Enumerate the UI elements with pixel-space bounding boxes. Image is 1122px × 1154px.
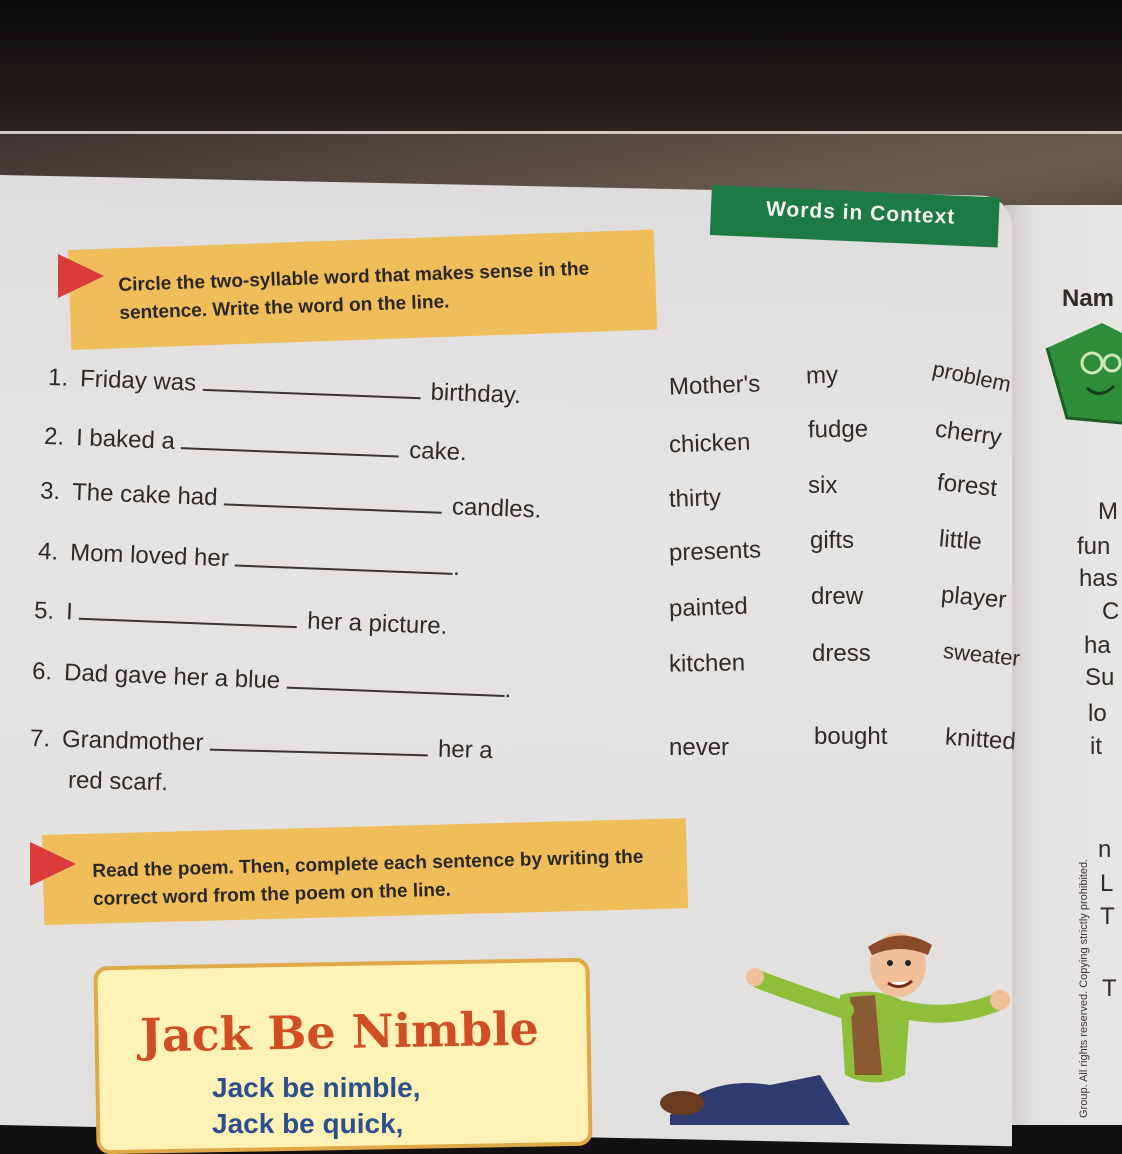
right-page-fragment: T [1102, 975, 1117, 1002]
word-choice[interactable]: forest [935, 468, 999, 503]
sentence-text: Grandmother [61, 725, 204, 757]
right-page-fragment: T [1100, 903, 1115, 930]
poem-line: Jack be quick, [212, 1108, 404, 1139]
sentence-text: Dad gave her a blue [63, 659, 281, 695]
item-number: 4. [37, 537, 59, 566]
word-choice[interactable]: six [808, 472, 838, 499]
copyright-notice: Group. All rights reserved. Copying strictly prohibited. [1078, 858, 1090, 1118]
word-choice[interactable]: bought [814, 723, 888, 750]
word-choice[interactable]: thirty [668, 484, 722, 513]
item-number: 2. [43, 422, 65, 451]
item-number: 7. [29, 724, 51, 753]
right-page-fragment: n [1098, 836, 1112, 863]
sentence-text-after: cake. [408, 436, 468, 467]
section-tab-label: Words in Context [765, 197, 956, 229]
poem-line: Jack be nimble, [212, 1072, 421, 1103]
sentence-text-after: . [452, 553, 461, 582]
word-choice[interactable]: fudge [807, 415, 869, 444]
sentence-text-after: candles. [451, 493, 542, 524]
word-choice[interactable]: player [939, 581, 1008, 614]
right-page-fragment: ha [1084, 632, 1111, 659]
sentence-text-after: birthday. [430, 378, 522, 410]
word-choice[interactable]: gifts [810, 527, 855, 554]
sentence-7-continued: red scarf. [67, 766, 169, 797]
answer-line[interactable] [210, 729, 429, 757]
word-choice[interactable]: knitted [944, 723, 1017, 756]
word-choice[interactable]: dress [812, 640, 871, 667]
item-number: 1. [47, 363, 69, 392]
name-label: Nam [1062, 285, 1115, 312]
item-number: 3. [39, 477, 61, 506]
sentence-text-after: her a picture. [306, 607, 448, 640]
word-choice[interactable]: drew [811, 583, 864, 610]
jumping-boy-illustration [650, 925, 1030, 1125]
instruction-text-2: Read the poem. Then, complete each sentence by writing the correct word from the poem on the line. [92, 846, 644, 910]
word-choice[interactable]: presents [668, 536, 762, 567]
sentence-text-after: . [504, 675, 512, 704]
sentence-text-after: her a [437, 735, 494, 765]
right-page-fragment: has [1079, 565, 1118, 592]
poem-title: Jack Be Nimble [139, 1001, 540, 1063]
red-arrow-icon [30, 842, 76, 886]
item-number: 5. [33, 597, 55, 625]
book-character-icon [1042, 318, 1122, 428]
word-choice[interactable]: problem [930, 356, 1014, 398]
right-page-fragment: C [1102, 598, 1120, 625]
word-choice[interactable]: my [805, 361, 839, 390]
red-arrow-icon [58, 254, 104, 298]
sentence-text: I [65, 598, 74, 626]
right-page-fragment: M [1098, 498, 1118, 525]
right-page-fragment: L [1100, 870, 1114, 897]
word-choice[interactable]: never [669, 734, 730, 761]
sentence-text: The cake had [71, 478, 219, 512]
word-choice[interactable]: kitchen [668, 649, 746, 678]
dark-background [0, 0, 1122, 132]
word-choice[interactable]: sweater [941, 638, 1022, 671]
instruction-text-1: Circle the two-syllable word that makes sense in the sentence. Write the word on the line. [118, 258, 590, 324]
right-page-fragment: Su [1085, 664, 1115, 691]
word-choice[interactable]: chicken [668, 428, 751, 459]
word-choice[interactable]: Mother's [668, 370, 761, 401]
right-page-fragment: fun [1077, 533, 1111, 560]
word-choice[interactable]: painted [668, 592, 749, 623]
word-choice[interactable]: cherry [933, 415, 1004, 452]
sentence-text: Mom loved her [69, 539, 230, 573]
sentence-text: Friday was [79, 365, 197, 397]
sentence-text: I baked a [75, 424, 176, 455]
word-choice[interactable]: little [937, 525, 983, 556]
right-page-fragment: lo [1088, 700, 1107, 727]
right-page-fragment: it [1090, 733, 1102, 760]
item-number: 6. [31, 657, 53, 686]
